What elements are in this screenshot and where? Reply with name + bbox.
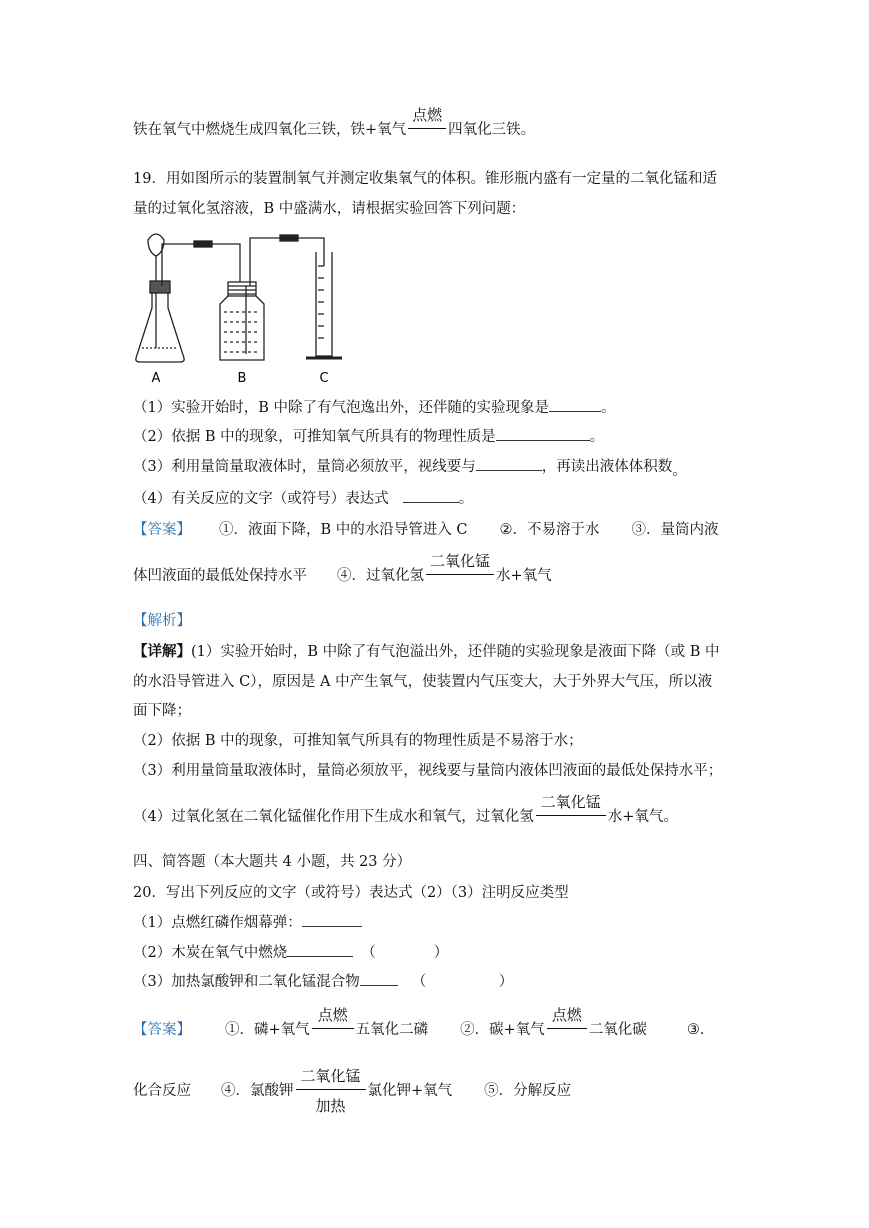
- answer-tag: 【答案】: [133, 522, 191, 538]
- condition-label: 二氧化锰: [429, 552, 490, 570]
- label-c: C: [319, 371, 329, 386]
- text: 四氧化三铁。: [448, 122, 536, 138]
- condition-arrow: [312, 1006, 354, 1040]
- apparatus-figure: [130, 226, 350, 388]
- text: ②．不易溶于水: [499, 522, 600, 538]
- condition-arrow: [547, 1006, 587, 1040]
- text: （3）利用量筒量取液体时，量筒必须放平，视线要与: [133, 459, 476, 475]
- text: 氯化钾+氧气: [367, 1083, 453, 1099]
- text: ①．液面下降，B 中的水沿导管进入 C: [219, 522, 468, 538]
- answer19-line1: [133, 520, 718, 540]
- condition-label: 点燃: [317, 1006, 348, 1024]
- label-a: A: [151, 371, 161, 386]
- detail-tag: 【详解】: [133, 643, 191, 660]
- detail-p1c: 面下降；: [133, 703, 191, 719]
- text: （ ）: [411, 974, 514, 990]
- condition-arrow: [426, 552, 494, 586]
- q19-sub4: [133, 489, 473, 509]
- q20-sub3: [133, 972, 513, 992]
- text: ，再读出液体体积数: [541, 459, 673, 475]
- detail-p1a: [133, 642, 720, 662]
- q20-sub1: [133, 913, 362, 933]
- iron-combustion-line: [133, 106, 536, 140]
- q19-sub3: [133, 457, 687, 477]
- text: 。: [672, 463, 687, 479]
- q19-line-b: 量的过氧化氢溶液，B 中盛满水，请根据实验回答下列问题：: [133, 201, 526, 217]
- condition-label: 点燃: [412, 106, 443, 124]
- text: ②．碳+氧气: [460, 1022, 545, 1038]
- condition-label: 二氧化锰: [540, 793, 601, 811]
- detail-p1b: 的水沿导管进入 C），原因是 A 中产生氧气，使装置内气压变大，大于外界大气压，所以液: [133, 674, 713, 690]
- text: ③．: [686, 1022, 715, 1038]
- label-b: B: [237, 371, 247, 386]
- detail-p3: （3）利用量筒量取液体时，量筒必须放平，视线要与量筒内液体凹液面的最低处保持水平；: [133, 763, 723, 779]
- condition-label-below: 加热: [315, 1097, 346, 1115]
- analysis-tag: 【解析】: [133, 613, 191, 629]
- section4-title: 四、简答题（本大题共 4 小题，共 23 分）: [133, 854, 412, 870]
- text: 。: [589, 429, 605, 445]
- answer20-line2: [133, 1067, 572, 1115]
- detail-p4: [133, 793, 678, 827]
- condition-label: 点燃: [551, 1006, 582, 1024]
- text: ④．氯酸钾: [221, 1083, 294, 1099]
- q19-line-a: 19．用如图所示的装置制氧气并测定收集氧气的体积。锥形瓶内盛有一定量的二氧化锰和适: [133, 171, 717, 187]
- text: （2）木炭在氧气中燃烧: [133, 945, 288, 961]
- answer20-line1: [133, 1006, 715, 1040]
- text: （4）过氧化氢在二氧化锰催化作用下生成水和氧气，过氧化氢: [133, 809, 534, 825]
- q19-sub2: [133, 427, 604, 447]
- text: 水+氧气。: [607, 809, 678, 825]
- text: 。: [601, 400, 616, 416]
- text: 化合反应: [133, 1083, 191, 1099]
- answer-tag: 【答案】: [133, 1022, 191, 1038]
- text: (1）实验开始时，B 中除了有气泡溢出外，还伴随的实验现象是液面下降（或 B 中: [191, 644, 720, 660]
- text: （1）实验开始时，B 中除了有气泡逸出外，还伴随的实验现象是: [133, 400, 549, 416]
- text: 二氧化碳: [588, 1022, 647, 1038]
- condition-arrow: [408, 106, 446, 140]
- q20-sub2: [133, 943, 448, 963]
- q19-sub1: [133, 398, 616, 418]
- text: （4）有关反应的文字（或符号）表达式: [133, 491, 389, 507]
- text: ①．磷+氧气: [225, 1022, 310, 1038]
- condition-label: 二氧化锰: [300, 1067, 361, 1085]
- text: （ ）: [361, 945, 449, 961]
- text: 。: [458, 491, 474, 507]
- text: （3）加热氯酸钾和二氧化锰混合物: [133, 974, 360, 990]
- condition-arrow: [536, 793, 606, 827]
- text: 五氧化二磷: [355, 1022, 429, 1038]
- text: （2）依据 B 中的现象，可推知氧气所具有的物理性质是: [133, 429, 496, 445]
- text: ⑤．分解反应: [484, 1083, 572, 1099]
- text: ④．过氧化氢: [337, 568, 424, 584]
- text: ③．量筒内液: [631, 522, 719, 538]
- condition-arrow: [296, 1067, 366, 1115]
- detail-p2: （2）依据 B 中的现象，可推知氧气所具有的物理性质是不易溶于水；: [133, 733, 583, 749]
- text: 水+氧气: [496, 568, 552, 584]
- q20-line: 20．写出下列反应的文字（或符号）表达式（2）（3）注明反应类型: [133, 885, 569, 901]
- text: （1）点燃红磷作烟幕弹：: [133, 915, 302, 931]
- answer19-line2: [133, 552, 552, 586]
- text: 铁在氧气中燃烧生成四氧化三铁，铁+氧气: [133, 122, 407, 138]
- text: 体凹液面的最低处保持水平: [133, 568, 307, 584]
